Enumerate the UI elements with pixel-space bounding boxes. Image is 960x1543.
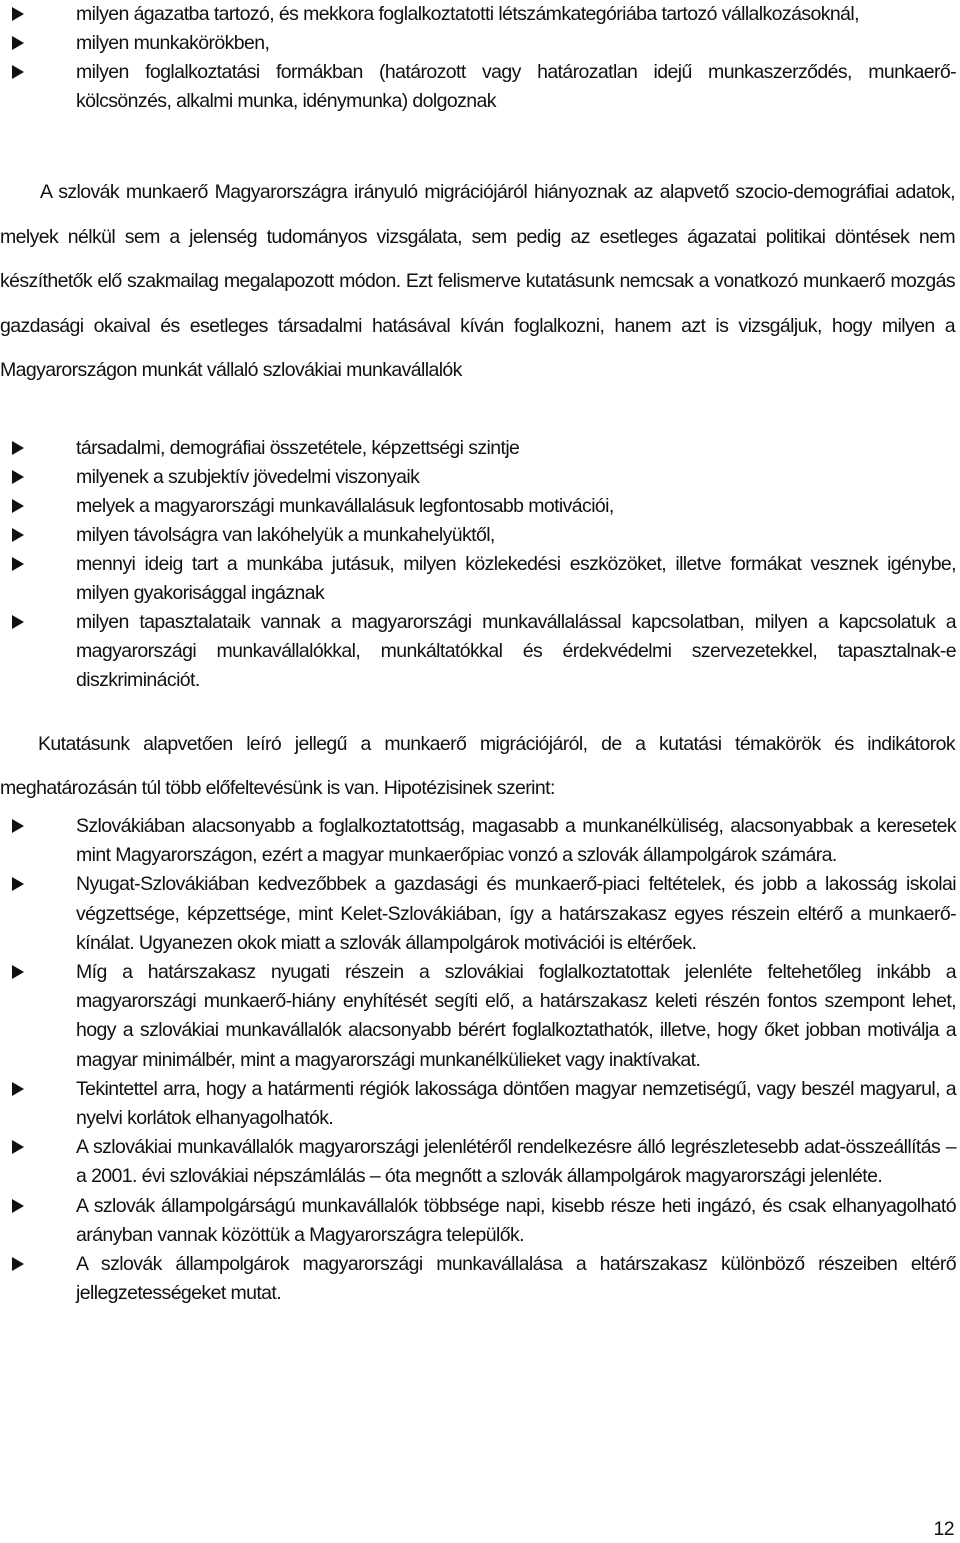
triangle-bullet-icon — [12, 528, 24, 542]
list-item — [0, 492, 960, 521]
triangle-bullet-icon — [12, 1199, 24, 1213]
list-item — [0, 434, 960, 463]
list-item — [0, 958, 960, 1075]
list-item — [0, 608, 960, 695]
triangle-bullet-icon — [12, 65, 24, 79]
triangle-bullet-icon — [12, 499, 24, 513]
list-item — [0, 521, 960, 550]
list-item-text: Szlovákiában alacsonyabb a foglalkoztatottság, magasabb a munkanélküliség, alacsonyabbak a keresetek mint Magyarországon, ezért a magyar munkaerőpiac vonzó a szlovák állampolgárok számára. — [76, 815, 956, 867]
list-item — [0, 29, 960, 58]
triangle-bullet-icon — [12, 877, 24, 891]
list-item-text: milyen tapasztalataik vannak a magyarországi munkavállalással kapcsolatban, milyen a kapcsolatuk a magyarországi munkavállalókkal, munkáltatókkal és érdekvédelmi szervezetekkel, tapasztalnak-e diszkriminációt. — [76, 611, 956, 691]
triangle-bullet-icon — [12, 557, 24, 571]
list-item — [0, 812, 960, 870]
list-item-text: melyek a magyarországi munkavállalásuk legfontosabb motivációi, — [76, 495, 614, 517]
list-item-text: milyenek a szubjektív jövedelmi viszonyaik — [76, 466, 420, 488]
list-item-text: A szlovák állampolgárságú munkavállalók többsége napi, kisebb része heti ingázó, és csak elhanyagolható arányban vannak közöttük a Magyarországra települők. — [76, 1194, 956, 1246]
list-item — [0, 0, 960, 29]
list-item — [0, 1075, 960, 1133]
triangle-bullet-icon — [12, 1257, 24, 1271]
list-item — [0, 550, 960, 608]
triangle-bullet-icon — [12, 965, 24, 979]
list-item-text: milyen foglalkoztatási formákban (határozott vagy határozatlan idejű munkaszerződés, munkaerő-kölcsönzés, alkalmi munka, idénymunka) dolgoznak — [76, 61, 956, 112]
list-item — [0, 58, 960, 116]
page-number: 12 — [933, 1518, 954, 1540]
triangle-bullet-icon — [12, 441, 24, 455]
list-item-text: A szlovákiai munkavállalók magyarországi jelenlétéről rendelkezésre álló legrészletesebb adat-összeállítás – a 2001. évi szlovákiai népszámlálás – óta megnőtt a szlovák állampolgárok magyarországi jelenléte. — [76, 1136, 956, 1188]
triangle-bullet-icon — [12, 615, 24, 629]
bullet-list-employment-questions — [0, 0, 960, 116]
list-item-text: milyen munkakörökben, — [76, 32, 270, 54]
list-item — [0, 1192, 960, 1250]
list-item-text: milyen távolságra van lakóhelyük a munkahelyüktől, — [76, 524, 495, 546]
triangle-bullet-icon — [12, 819, 24, 833]
list-item — [0, 463, 960, 492]
list-item — [0, 870, 960, 958]
list-item-text: mennyi ideig tart a munkába jutásuk, milyen közlekedési eszközöket, illetve formákat vesznek igénybe, milyen gyakorisággal ingáznak — [76, 553, 956, 604]
triangle-bullet-icon — [12, 1082, 24, 1096]
list-item — [0, 1250, 960, 1308]
triangle-bullet-icon — [12, 1140, 24, 1154]
triangle-bullet-icon — [12, 470, 24, 484]
paragraph-research-motivation: A szlovák munkaerő Magyarországra irányuló migrációjáról hiányoznak az alapvető szocio-demográfiai adatok, melyek nélkül sem a jelenség tudományos vizsgálata, sem pedig az esetleges ágazatai politikai döntések nem készíthetők elő szakmailag megalapozott módon. Ezt felismerve kutatásunk nemcsak a vonatkozó munkaerő mozgás gazdasági okaival és esetleges társadalmi hatásával kíván foglalkozni, hanem azt is vizsgáljuk, hogy milyen a Magyarországon munkát vállaló szlovákiai munkavállalók — [0, 181, 955, 381]
list-item — [0, 1133, 960, 1191]
list-item-text: milyen ágazatba tartozó, és mekkora foglalkoztatotti létszámkategóriába tartozó vállalkozásoknál, — [76, 3, 859, 25]
bullet-list-worker-characteristics — [0, 434, 960, 695]
list-item-text: Tekintettel arra, hogy a határmenti régiók lakossága döntően magyar nemzetiségű, vagy beszél magyarul, a nyelvi korlátok elhanyagolhatók. — [76, 1077, 956, 1130]
bullet-list-hypotheses — [0, 812, 960, 1308]
paragraph-hypotheses-intro: Kutatásunk alapvetően leíró jellegű a munkaerő migrációjáról, de a kutatási témakörök és indikátorok meghatározásán túl több előfeltevésünk is van. Hipotézisinek szerint: — [0, 733, 955, 799]
list-item-text: A szlovák állampolgárok magyarországi munkavállalása a határszakasz különböző részeiben eltérő jellegzetességeket mutat. — [76, 1253, 956, 1305]
triangle-bullet-icon — [12, 7, 24, 21]
list-item-text: társadalmi, demográfiai összetétele, képzettségi szintje — [76, 437, 520, 459]
list-item-text: Nyugat-Szlovákiában kedvezőbbek a gazdasági és munkaerő-piaci feltételek, és jobb a lakosság iskolai végzettsége, képzettsége, mint Kelet-Szlovákiában, így a határszakasz egyes részein eltérő a munkaerő-kínálat. Ugyanezen okok miatt a szlovák állampolgárok motivációi is eltérőek. — [76, 873, 956, 954]
list-item-text: Míg a határszakasz nyugati részein a szlovákiai foglalkoztatottak jelenléte feltehetőleg inkább a magyarországi munkaerő-hiány enyhítését segíti elő, a határszakasz keleti részén fontos szempont lehet, hogy a szlovákiai munkavállalók alacsonyabb bérért foglalkoztathatók, illetve, hogy őket jobban motiválja a magyar minimálbér, mint a magyarországi munkanélkülieket vagy inaktívakat. — [76, 961, 956, 1071]
triangle-bullet-icon — [12, 36, 24, 50]
